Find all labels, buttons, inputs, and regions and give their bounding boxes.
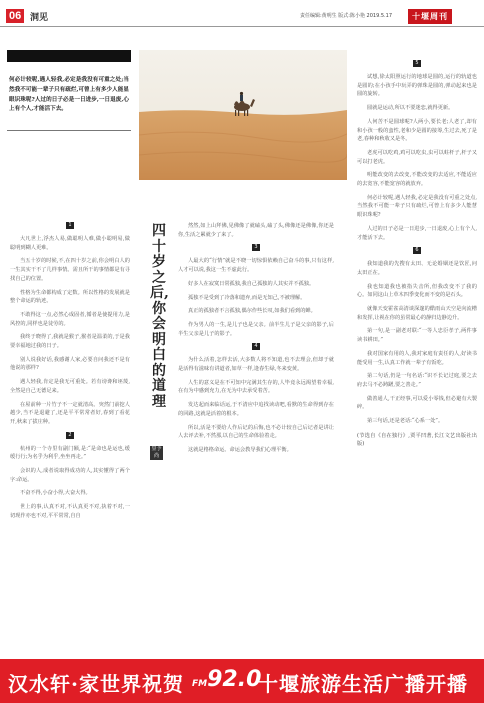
- fm-number: 92.0: [207, 667, 262, 692]
- paragraph: 试想,徐太阳照运行的地球是圆的,运行的轨道也是圆的;在小孩手中玩弄的弹珠是圆的,弹动起来也是圆的旋转。: [357, 74, 477, 98]
- paragraph: 杭州的一个寺里有副门额,是:“是命也是运也,缓缓行行;为名乎为利乎,坐坐再走。”: [10, 445, 130, 461]
- author-badge: 里予尚: [151, 446, 162, 459]
- paragraph: 在屋前种一片竹子不一定就清高。突然门前挖人越少,当不是退避了,还是平平常常者好,春到了看花开,秋来了拔庄种。: [10, 401, 130, 425]
- paragraph: 人过的日子必是一日进步,一日退废,心上有个人,才能活下去。: [357, 225, 477, 241]
- paragraph: 然然,如上山拜佛,见佛像了就磕头,磕了头,佛像还是佛像,你还是你,生活之累就少了来了。: [178, 223, 334, 238]
- editor-credits: 责任编辑:黄明生 版式:陈小艳 2019.5.17: [300, 13, 392, 19]
- paragraph: 就像天变霍雀高清谈深邃的酷雨山天空是向流槽和发挥,让视在你的虽常最心的静归边静边升。: [357, 306, 477, 321]
- paragraph: 当五十岁的时候,不,在四十岁之前,你会明白人的一生其实干不了几样事情。需且所干的事情都是有寻找自己的位置。: [10, 258, 130, 282]
- advertisement-banner: [0, 659, 484, 703]
- paragraph: 发达起而来临话运,于不清应中追找读动吧,看默的生命得到存在的回路,这就是活着的根本。: [178, 402, 334, 417]
- paragraph: 何必计较呢,遇人轻我,必定是我没有可重之处点,当然我不可能一辈子只有疏烂,可曾上有多少人能慧眼识珠呢?: [357, 194, 477, 219]
- text-column-3: [357, 56, 477, 449]
- paragraph: 大凡世上,浮杰人易,做聪明人难,做小聪明易,做聪明到糊人更难。: [10, 236, 130, 251]
- decorative-black-bar: [7, 50, 131, 62]
- section-number: 1: [66, 222, 74, 229]
- paragraph: 不敢得这一点,必然心成固者,循者是使提用力,是风控的,同样也是徒劳的。: [10, 311, 130, 327]
- desert-camel-photo: [139, 50, 347, 180]
- paragraph: 第三句话,还是老话:“心系一处”。: [367, 418, 444, 425]
- page-number: 06: [6, 9, 24, 23]
- paragraph: 遇人轻我,肯定是我无可重处。若有谤谗和诬蔑,全然是自己无德足来。: [10, 379, 130, 394]
- banner-right-text: 十堰旅游生活广播开播: [258, 672, 468, 696]
- section-number: 2: [66, 432, 74, 439]
- paragraph: 圆就是运动,所以不要迷恋,就得更新。: [367, 105, 454, 112]
- paragraph: 所以,活是不要给人作后记的后悔,也不必计较自己后记者是讲让人去评去补,不然那,以自己的生命体验着走。: [178, 424, 334, 440]
- text-column-1: [10, 218, 130, 526]
- section-number: 3: [252, 244, 260, 251]
- banner-left-text: 汉水轩·家世界祝贺: [8, 672, 184, 696]
- paragraph: 这就是格格命运。命运会教导我们心理平衡。: [188, 446, 292, 453]
- paragraph: 我也知道我也被指失击所,但我改变不了我的心。如同这山上草木四季变化而不变的是石头。: [357, 283, 477, 299]
- masthead-logo: 十堰周刊: [408, 9, 452, 24]
- paragraph: 真正的孤独者不言孤独,偶尔作些长叹,如我们看到的蝉。: [188, 308, 316, 315]
- fm-prefix: FM: [192, 679, 208, 689]
- lead-divider: [7, 130, 131, 131]
- paragraph: 第二句话,仍是一句名话:“识不长记过庭,要之去府去马不必踌躇,要之善走。”: [357, 373, 477, 388]
- paragraph: 别人说我好话,我感谢人家,必要自问我还不是有他说的那样?: [10, 356, 130, 372]
- paragraph: 世上的事,认真不对,不认真更不对,执着不对,一切现作亦也不对,平平常常,自自: [10, 504, 130, 519]
- paragraph: 明能改变的去改变,不能改变的去适应,不能适应的去宽容,不能宽容的就放弃。: [357, 172, 477, 188]
- paragraph: 性格为生命都构成了定数。所以性格的发展就是整个命运的轨迹。: [10, 289, 130, 305]
- section-number: 4: [252, 343, 260, 350]
- paragraph: 作为男人的一生,是儿子也是父亲。前半生儿子是父亲的影子,后半生父亲是儿子的影子。: [178, 321, 334, 337]
- paragraph: 人何苦不是圆球呢?人两小,要长老;人老了,却有和小孩一般的蛮性,老和少是圆的接筹,生过去,死了是老,春种和秋收又是冬。: [357, 118, 477, 143]
- article-lead: 何必计较呢,遇人轻我,必定是我没有可重之处;当然我不可能一辈子只有疏烂,可曾上有多少人能显眼识珠呢?人过的日子必是一日进步,一日退废,心上有个人,才能活下去。: [9, 77, 129, 113]
- header-rule: [0, 26, 484, 27]
- page-header: [0, 0, 484, 34]
- paragraph: 我对国家有用的人,我对家庭有责任的人,好读书能受用一生,认真工作就一辈子有饭吃。: [357, 350, 477, 366]
- article-title: 四十岁之后,你会明白的道理: [150, 223, 169, 410]
- text-column-2: [178, 222, 334, 460]
- paragraph: 会识的人,成者说取得成功的人,其实懂得了两个字:命运。: [10, 468, 130, 483]
- paragraph: 第一句,是一副老对联:“一等人忠臣孝子,两件事读书耕田。”: [357, 328, 477, 344]
- paragraph: 好多人在寂寞日常孤独,我自己孤独的人其实并不孤独。: [188, 280, 315, 287]
- desert-illustration: [139, 50, 347, 180]
- radio-station-logo: [192, 667, 261, 692]
- paragraph: 人最大的“行情”就是不晓一切惊惧依赖自己奋斗的事,只有这样,人才可以说,我这一生不虚此行。: [178, 258, 334, 274]
- section-number: 5: [413, 60, 421, 67]
- section-name: 洞见: [30, 13, 49, 23]
- paragraph: 老虎可以吃鸡,鸡可以吃虫,虫可以蛀杆子,杆子又可以打老虎。: [357, 149, 477, 165]
- paragraph: 孤独不是受到了冷落和遗弃,而是无知己,不被理解。: [188, 294, 306, 301]
- paragraph: 为什么活着,怎样去活,大多数人将不知道,也不去理会,但却于就是活得有滋味有讲道者,如草一样,逢春生绿,冬来变黄。: [178, 357, 334, 373]
- paragraph: 做善通人,干正经事,可以爱小零钱,但必避有大製碎。: [357, 395, 477, 411]
- section-number: 6: [413, 247, 421, 254]
- paragraph: 我知道我的先搜有太田、无论婚姻还是饮匠,问太田正在。: [357, 261, 477, 276]
- paragraph: 我终于晓得了,我就是猴子,猴者是温柔的,于是我要幸福地过我的日子。: [10, 334, 130, 350]
- paragraph: 人生的意义是在不可知中完满其生存的,人毕竟永远渴望着幸福,在有为中感到充力,在无为中去承受着苦。: [178, 379, 334, 395]
- source-citation: (节选自《自在独行》,贾平凹著,长江文艺出版社出版): [357, 432, 477, 448]
- paragraph: 不奋不得,小奋小得,大奋大得。: [20, 490, 91, 497]
